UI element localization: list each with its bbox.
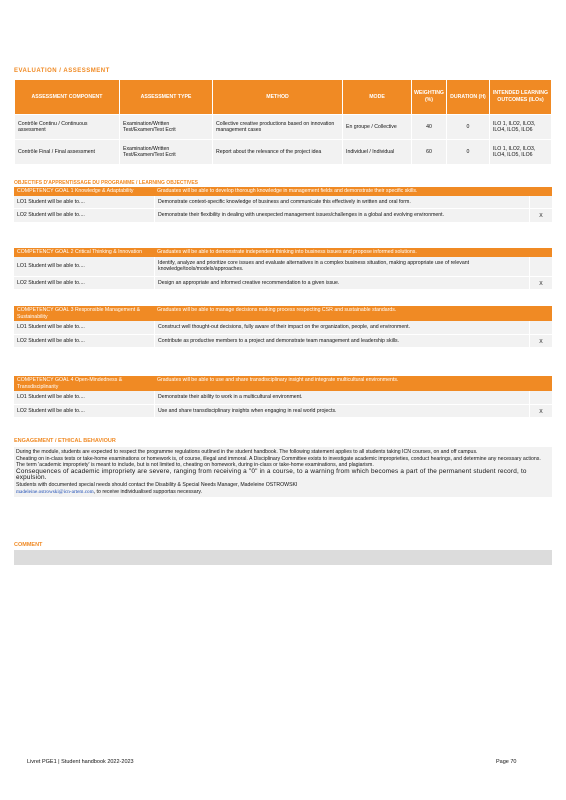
lo-label: LO2 Student will be able to.... [17,407,85,414]
cell-mode: En groupe / Collective [343,115,412,140]
section-title: EVALUATION / ASSESSMENT [14,68,110,74]
competency-label: COMPETENCY GOAL 3 Responsible Management & Sustainability [17,307,141,320]
lo-label: LO1 Student will be able to.... [17,262,85,269]
cell-ilos: ILO 1, ILO2, ILO3, ILO4, ILO5, ILO6 [489,140,551,165]
competency-label: COMPETENCY GOAL 1 Knowledge & Adaptability [17,188,134,194]
list-item [14,335,552,349]
lo-label: LO2 Student will be able to.... [17,337,85,344]
lo-mark [529,321,552,334]
lo-mark: X [529,335,552,348]
lo-label: LO2 Student will be able to.... [17,279,85,286]
competency-goal-3 [14,306,552,348]
competency-description: Graduates will be able to demonstrate independent thinking into business issues and propose informed solutions. [157,249,417,255]
table-row [15,115,552,140]
footer-text: Livret PGE1 | Student handbook 2022-2023 [27,759,134,765]
list-item [14,257,552,277]
cell-weighting: 40 [412,115,447,140]
cell-type: Examination/Written Test/Examen/Test Ecrit [120,115,213,140]
header-type: ASSESSMENT TYPE [120,80,213,115]
competency-label: COMPETENCY GOAL 4 Open-Mindedness & Transdisciplinarity [17,377,123,390]
cell-duration: 0 [446,140,489,165]
lo-mark: X [529,277,552,290]
comment-title: COMMENT [14,542,43,548]
cell-method: Collective creative productions based on innovation management cases [213,115,343,140]
objectives-title: OBJECTIFS D'APPRENTISSAGE DU PROGRAMME / LEARNING OBJECTIVES [14,180,198,186]
lo-description: Use and share transdisciplinary insights when engaging in real world projects. [154,405,529,418]
list-item [14,209,552,223]
engagement-paragraph: Consequences of academic impropriety are severe, ranging from receiving a "0" in a course, to a warning from which becomes a part of the permanent student record, to expulsion. [16,467,527,482]
lo-description: Identify, analyze and prioritize core issues and evaluate alternatives in a complex business situation, making appropriate use of relevant knowledge/tools/models/approaches. [154,257,529,276]
lo-label: LO1 Student will be able to.... [17,394,85,400]
lo-description: Contribute as productive members to a project and demonstrate team management and leadership skills. [154,335,529,348]
footer [27,759,527,765]
lo-label: LO1 Student will be able to.... [17,324,85,330]
competency-description: Graduates will be able to develop thorough knowledge in management fields and demonstrate their specific skills. [157,188,418,194]
list-item [14,321,552,335]
lo-mark [529,257,552,276]
engagement-title: ENGAGEMENT / ETHICAL BEHAVIOUR [14,438,116,444]
cell-type: Examination/Written Test/Examen/Test Ecrit [120,140,213,165]
cell-component: Contrôle Final / Final assessment [15,140,120,165]
competency-description: Graduates will be able to use and share transdisciplinary insight and integrate multicultural environments. [157,377,399,383]
cell-method: Report about the relevance of the project idea [213,140,343,165]
cell-weighting: 60 [412,140,447,165]
lo-mark [529,196,552,209]
assessment-table [14,79,552,165]
competency-header [14,376,552,391]
competency-goal-2 [14,248,552,290]
header-method: METHOD [213,80,343,115]
competency-description: Graduates will be able to manage decisions making process respecting CSR and sustainable standards. [157,307,397,313]
email-link[interactable]: madeleine.ostrowski@icn-artem.com [16,488,94,495]
lo-description: Demonstrate context-specific knowledge of business and communicate this effectively in written and oral form. [154,196,529,209]
competency-goal-1 [14,187,552,223]
table-row [15,140,552,165]
lo-description: Construct well thought-out decisions, fully aware of their impact on the organization, people, and environment. [154,321,529,334]
lo-label: LO1 Student will be able to.... [17,198,85,205]
header-ilos: INTENDED LEARNING OUTCOMES (ILOs) [489,80,551,115]
competency-goal-4 [14,376,552,418]
header-mode: MODE [343,80,412,115]
list-item [14,277,552,291]
list-item [14,196,552,210]
engagement-paragraph: Students with documented special needs should contact the Disability & Special Needs Manager, Madeleine OSTROWSKI [16,481,298,488]
lo-mark [529,391,552,404]
competency-header [14,306,552,321]
comment-box [14,550,552,565]
competency-label: COMPETENCY GOAL 2 Critical Thinking & Innovation [17,249,143,255]
header-duration: DURATION (H) [446,80,489,115]
cell-ilos: ILO 1, ILO2, ILO3, ILO4, ILO5, ILO6 [489,115,551,140]
engagement-paragraph: Cheating on in-class tests or take-home examinations or homework is, of course, illegal and immoral. A Disciplinary Committee exists to investigate academic improprieties, conduct hearings, and determine any necessary actions. The term 'academic impropriety' is meant to include, but is not limited to, cheating on homework, during in-class or take-home examinations, and plagiarism. [16,455,541,469]
list-item [14,405,552,419]
cell-component: Contrôle Continu / Continuous assessment [15,115,120,140]
lo-description: Demonstrate their ability to work in a multicultural environment. [154,391,529,404]
lo-description: Design an appropriate and informed creative recommendation to a given issue. [154,277,529,290]
lo-description: Demonstrate their flexibility in dealing with unexpected management issues/challenges in a global and evolving environment. [154,209,529,222]
engagement-text [14,447,552,497]
header-component: ASSESSMENT COMPONENT [15,80,120,115]
lo-mark: X [529,405,552,418]
assessment-header-row [15,80,552,115]
page-number: Page 70 [496,759,517,765]
competency-header [14,248,552,257]
header-weighting: WEIGHTING (%) [412,80,447,115]
engagement-paragraph: During the module, students are expected to respect the programme regulations outlined in the student handbook. The following statement applies to all students taking ICN courses, on and off campus. [16,449,478,455]
contact-tail: , to receive individualised supportas necessary. [93,488,202,495]
engagement-contact [16,489,550,496]
cell-mode: Individuel / Individual [343,140,412,165]
cell-duration: 0 [446,115,489,140]
competency-header [14,187,552,196]
lo-mark: X [529,209,552,222]
lo-label: LO2 Student will be able to.... [17,212,85,218]
list-item [14,391,552,405]
